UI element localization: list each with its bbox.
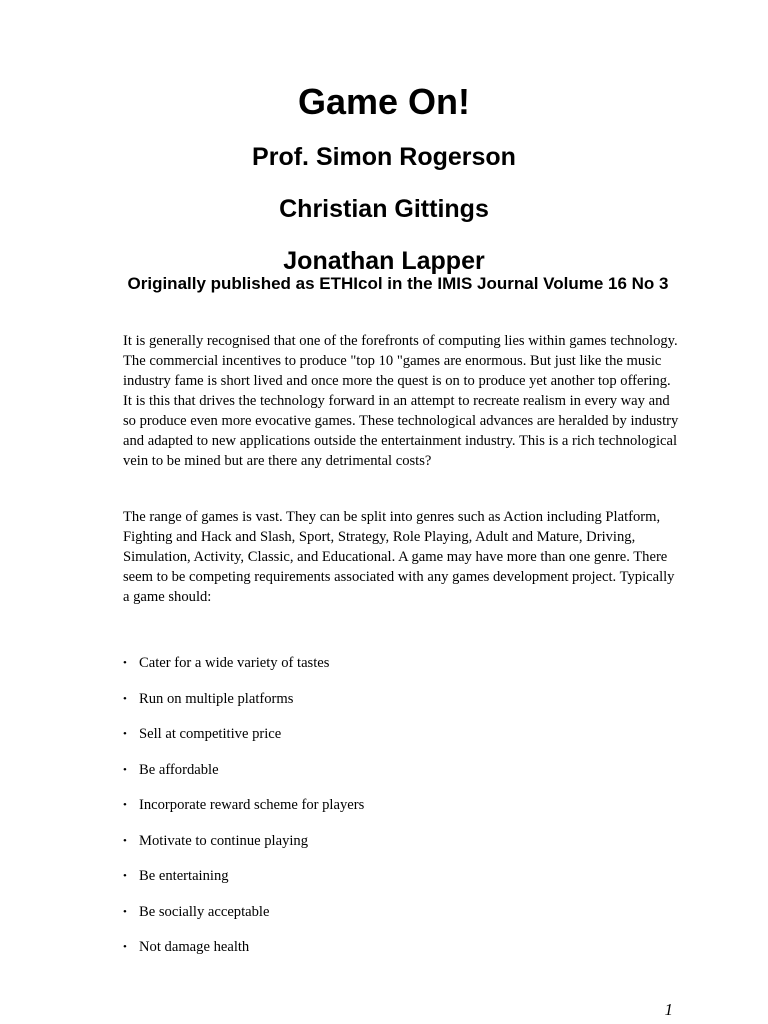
list-item-text: Be affordable — [139, 761, 219, 778]
bullet-icon: • — [123, 905, 127, 918]
bullet-icon: • — [123, 763, 127, 776]
list-item — [123, 689, 679, 725]
list-item-text: Sell at competitive price — [139, 726, 282, 742]
list-item-text: Incorporate reward scheme for players — [139, 797, 365, 813]
body-paragraph: The range of games is vast. They can be split into genres such as Action including Platform, Fighting and Hack and Slash, Sport, Strategy, Role Playing, Adult and Mature, Driving, Simulation, Activity, Classic, and Educational. A game may have more than one genre. There seem to be competing requirements associated with any games development project. Typically a game should: — [123, 509, 675, 605]
list-item-text: Cater for a wide variety of tastes — [139, 655, 330, 671]
author-name: Prof. Simon Rogerson — [252, 143, 516, 171]
bullet-icon: • — [123, 728, 127, 740]
list-item — [123, 653, 679, 689]
list-item — [123, 760, 679, 796]
list-item-text: Motivate to continue playing — [139, 832, 309, 849]
requirements-list — [123, 653, 679, 973]
document-title: Game On! — [297, 81, 471, 122]
list-item-text: Not damage health — [139, 939, 250, 955]
list-item — [123, 831, 679, 867]
bullet-icon: • — [123, 799, 127, 811]
list-item — [123, 937, 679, 973]
list-item-text: Be entertaining — [139, 868, 229, 884]
author-name: Jonathan Lapper — [283, 247, 485, 275]
publication-note: Originally published as ETHIcol in the IMIS Journal Volume 16 No 3 — [127, 274, 669, 293]
page-number: 1 — [664, 1000, 673, 1019]
list-item — [123, 724, 679, 760]
author-name: Christian Gittings — [279, 195, 489, 223]
bullet-icon: • — [123, 692, 127, 705]
list-item-text: Be socially acceptable — [139, 903, 270, 920]
list-item — [123, 866, 679, 902]
list-item-text: Run on multiple platforms — [139, 690, 294, 707]
bullet-icon: • — [123, 941, 127, 953]
bullet-icon: • — [123, 870, 127, 882]
body-paragraph: It is generally recognised that one of the forefronts of computing lies within games technology. The commercial incentives to produce "top 10 "games are enormous. But just like the music industry fame is short lived and once more the quest is on to produce yet another top offering. It is this that drives the technology forward in an attempt to recreate realism in every way and so produce even more evocative games. These technological advances are heralded by industry and adapted to new applications outside the entertainment industry. This is a rich technological vein to be mined but are there any detrimental costs? — [123, 333, 679, 469]
bullet-icon: • — [123, 834, 127, 847]
list-item — [123, 902, 679, 938]
bullet-icon: • — [123, 657, 127, 669]
list-item — [123, 795, 679, 831]
